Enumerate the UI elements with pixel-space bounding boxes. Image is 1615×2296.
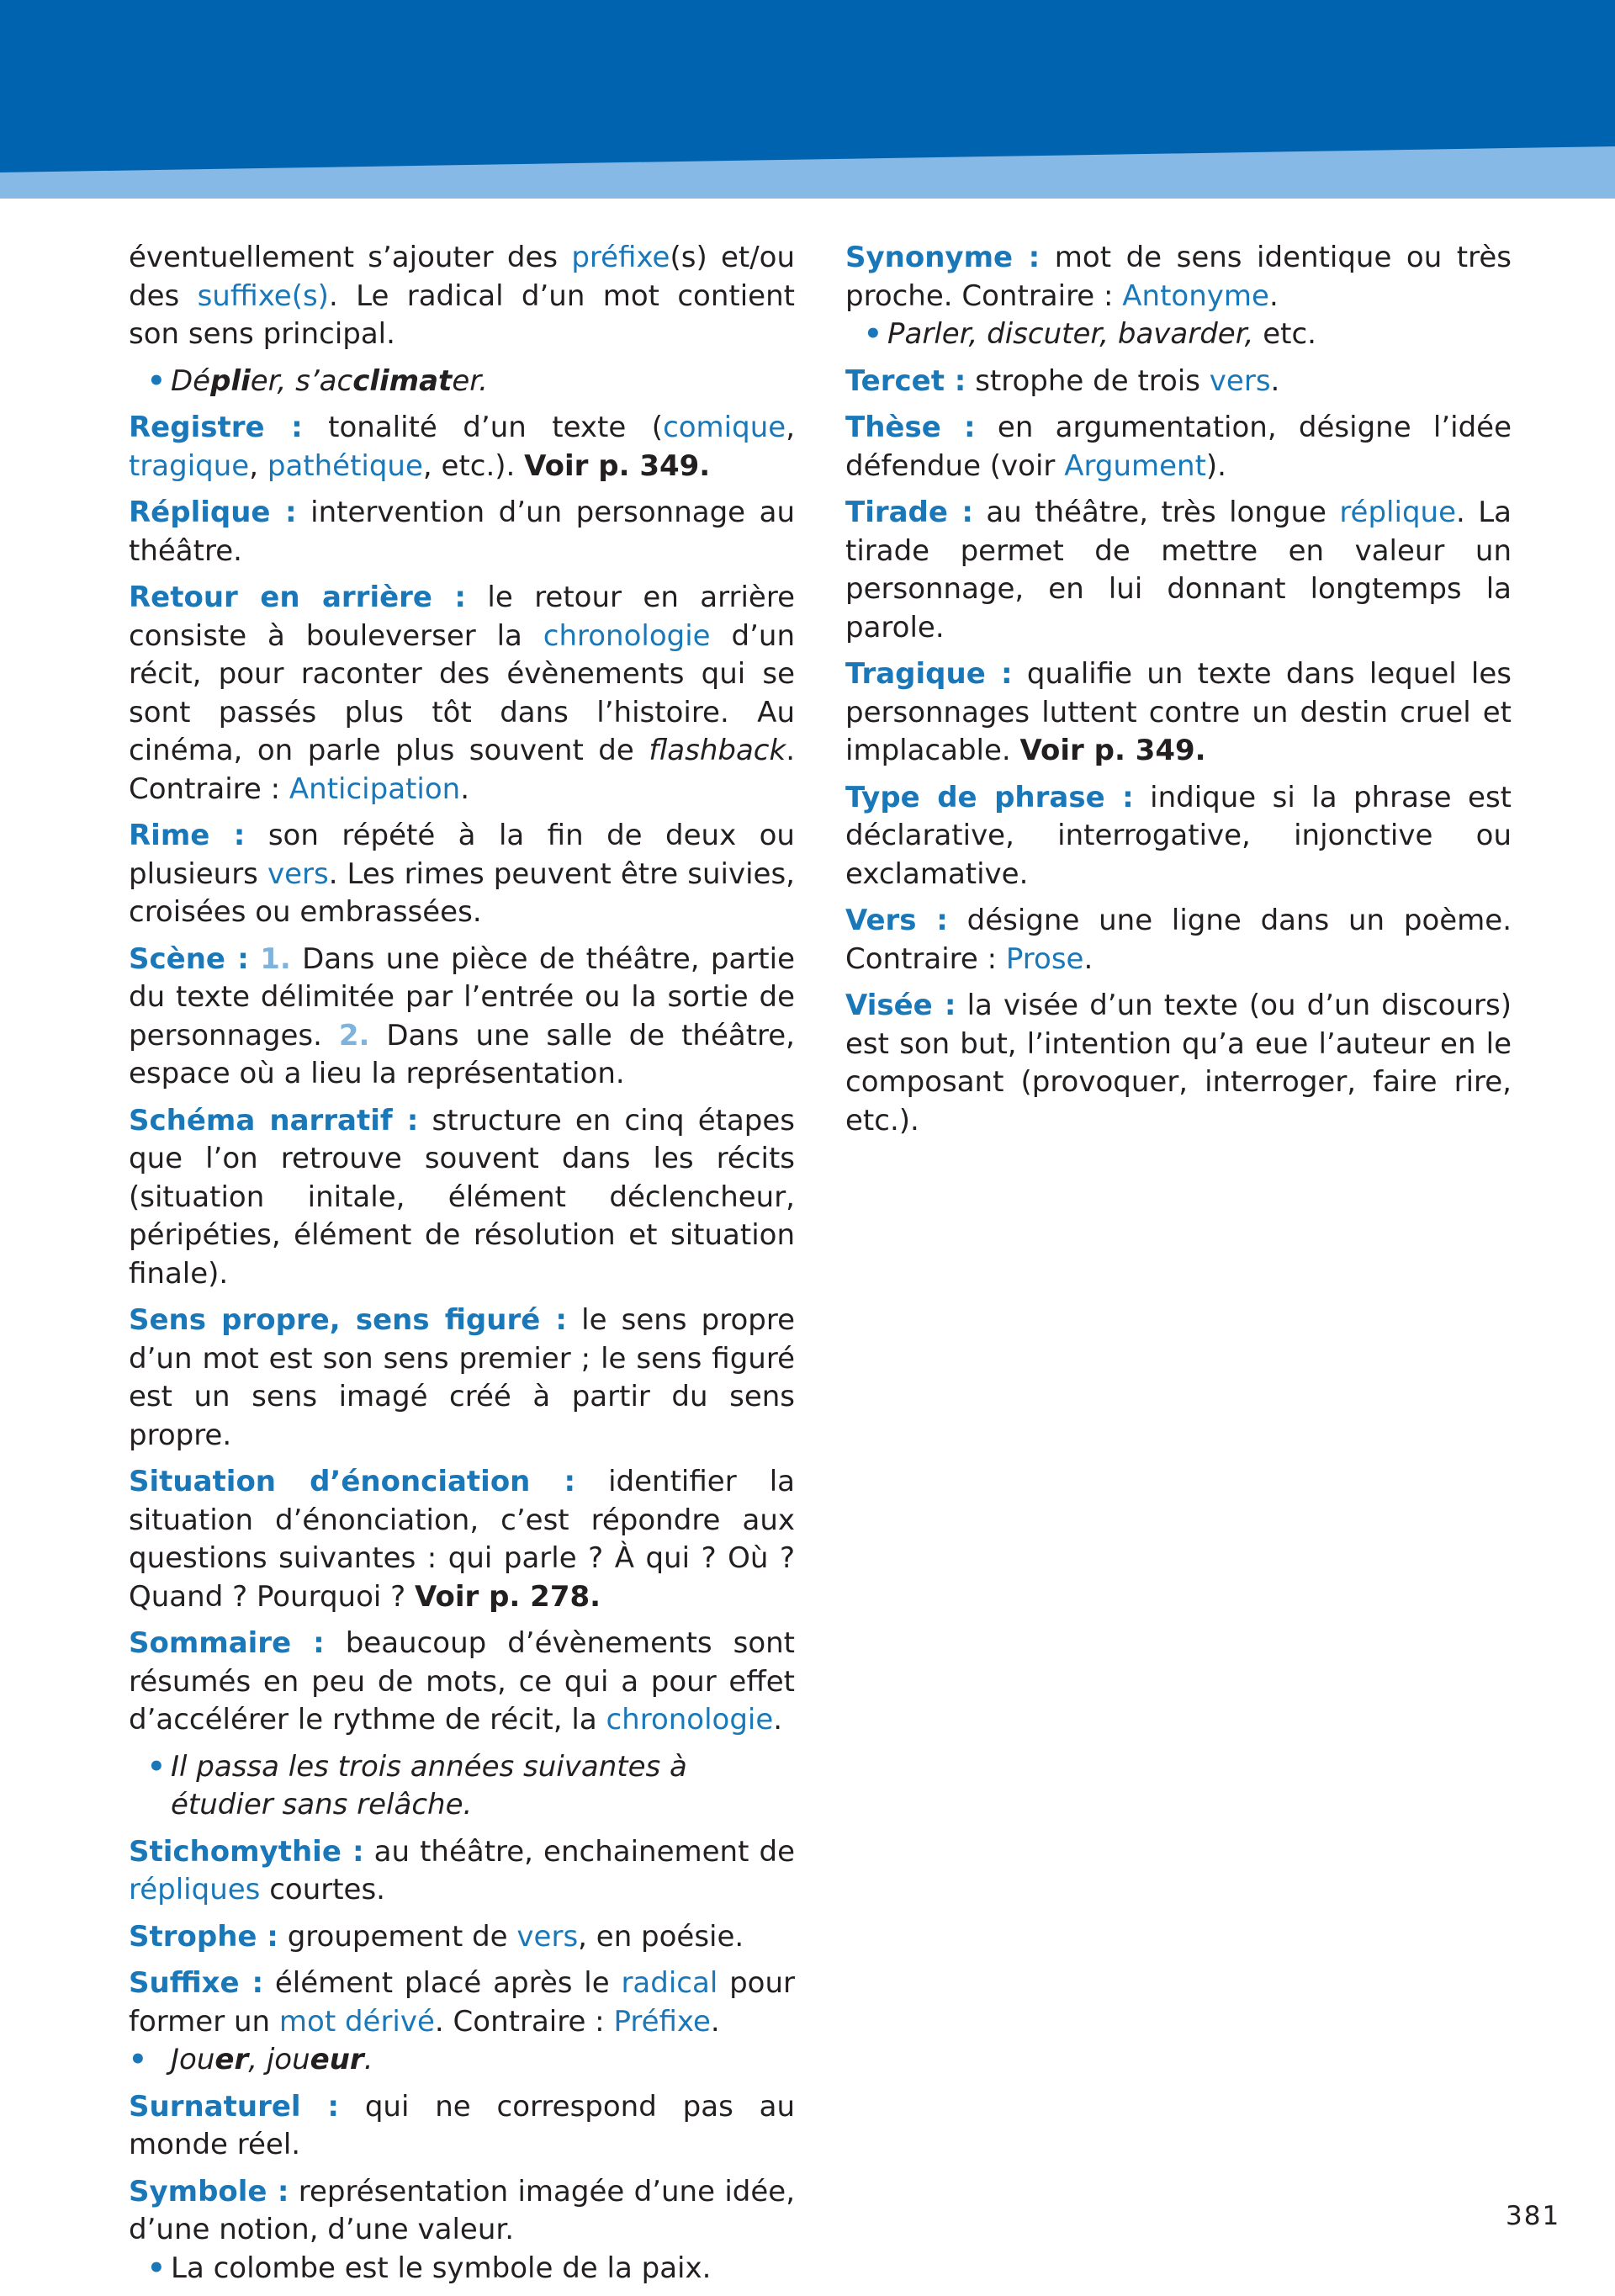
entry-sens-propre-figure: Sens propre, sens figuré : le sens propre d’un mot est son sens premier ; le sens figuré est un sens imagé créé à partir du sens propre. xyxy=(129,1303,795,1452)
entry-synonyme: Synonyme : mot de sens identique ou très proche. Contraire : Antonyme. xyxy=(845,241,1512,313)
sense-number: 1. xyxy=(260,941,291,976)
link-vers[interactable]: vers xyxy=(1209,363,1271,398)
link-repliques[interactable]: répliques xyxy=(129,1873,261,1906)
bullet-icon: • xyxy=(147,363,166,398)
entry-tragique: Tragique : qualifie un texte dans lequel les personnages luttent contre un destin cruel et implacable. Voir p. 349. xyxy=(845,657,1512,767)
term-stichomythie: Stichomythie : xyxy=(129,1834,364,1869)
entry-scene: Scène : 1. Dans une pièce de théâtre, partie du texte délimitée par l’entrée ou la sortie de personnages. 2. Dans une salle de théâtre, espace où a lieu la représentation. xyxy=(129,941,795,1090)
entry-tirade: Tirade : au théâtre, très longue réplique. La tirade permet de mettre en valeur un personnage, en lui donnant longtemps la parole. xyxy=(845,496,1512,644)
example-suffixe: • Jouer, joueur. xyxy=(129,2041,795,2080)
term-tirade: Tirade : xyxy=(845,496,973,529)
page-number: 381 xyxy=(1506,2201,1561,2231)
link-antonyme[interactable]: Antonyme xyxy=(1122,278,1269,313)
entry-strophe: Strophe : groupement de vers, en poésie. xyxy=(129,1919,744,1954)
example-radical: • Déplier, s’acclimater. xyxy=(129,363,795,401)
entry-radical-continuation: éventuellement s’ajouter des préfixe(s) et/ou des suffixe(s). Le radical d’un mot contient son sens principal. xyxy=(129,241,795,351)
entry-stichomythie: Stichomythie : au théâtre, enchainement de répliques courtes. xyxy=(129,1834,795,1906)
term-type-de-phrase: Type de phrase : xyxy=(845,780,1134,814)
entry-visee: Visée : la visée d’un texte (ou d’un discours) est son but, l’intention qu’a eue l’auteur en le composant (provoquer, interroger, faire rire, etc.). xyxy=(845,989,1512,1137)
term-rime: Rime : xyxy=(129,819,246,852)
term-replique: Réplique : xyxy=(129,496,297,529)
entry-symbole: Symbole : représentation imagée d’une idée, d’une notion, d’une valeur. xyxy=(129,2174,796,2246)
page-reference: Voir p. 349. xyxy=(524,448,711,483)
link-chronologie[interactable]: chronologie xyxy=(543,618,711,653)
term-tercet: Tercet : xyxy=(845,363,966,398)
term-these: Thèse : xyxy=(845,411,976,444)
left-column xyxy=(129,239,795,2296)
term-tragique: Tragique : xyxy=(845,657,1013,691)
right-column xyxy=(845,239,1512,1148)
term-sens-propre-figure: Sens propre, sens figuré : xyxy=(129,1303,568,1337)
entry-tercet: Tercet : strophe de trois vers. xyxy=(845,363,1280,398)
bullet-icon: • xyxy=(147,1749,166,1784)
entry-replique: Réplique : intervention d’un personnage au théâtre. xyxy=(129,496,795,568)
term-symbole: Symbole : xyxy=(129,2174,289,2209)
term-vers: Vers : xyxy=(845,904,948,937)
term-registre: Registre : xyxy=(129,411,303,444)
term-scene: Scène : xyxy=(129,941,249,976)
bullet-icon: • xyxy=(129,2043,147,2076)
link-radical[interactable]: radical xyxy=(621,1966,718,2000)
link-replique[interactable]: réplique xyxy=(1339,496,1457,529)
page-reference: Voir p. 278. xyxy=(415,1579,601,1614)
link-anticipation[interactable]: Anticipation xyxy=(289,772,461,806)
link-argument[interactable]: Argument xyxy=(1064,448,1206,483)
page-reference: Voir p. 349. xyxy=(1019,734,1206,767)
entry-these: Thèse : en argumentation, désigne l’idée défendue (voir Argument). xyxy=(845,411,1512,483)
term-suffixe: Suffixe : xyxy=(129,1966,264,2000)
header-dark-band xyxy=(0,0,1615,172)
link-comique[interactable]: comique xyxy=(663,411,786,444)
link-tragique[interactable]: tragique xyxy=(129,448,250,483)
link-prefixe[interactable]: préfixe xyxy=(571,241,670,274)
entry-situation-enonciation: Situation d’énonciation : identifier la situation d’énonciation, c’est répondre aux questions suivantes : qui parle ? À qui ? Où ? Quand ? Pourquoi ? Voir p. 278. xyxy=(129,1465,796,1614)
term-situation-enonciation: Situation d’énonciation : xyxy=(129,1465,576,1498)
entry-vers: Vers : désigne une ligne dans un poème. Contraire : Prose. xyxy=(845,904,1512,976)
example-synonyme: • Parler, discuter, bavarder, etc. xyxy=(845,316,1512,354)
entry-type-de-phrase: Type de phrase : indique si la phrase est déclarative, interrogative, injonctive ou exclamative. xyxy=(845,780,1512,891)
bullet-icon: • xyxy=(864,317,882,351)
example-sommaire: • Il passa les trois années suivantes à étudier sans relâche. xyxy=(147,1749,687,1821)
entry-registre: Registre : tonalité d’un texte (comique, tragique, pathétique, etc.). Voir p. 349. xyxy=(129,411,795,483)
link-vers[interactable]: vers xyxy=(267,856,329,891)
entry-schema-narratif: Schéma narratif : structure en cinq étapes que l’on retrouve souvent dans les récits (situation initale, élément déclencheur, péripéties, élément de résolution et situation finale). xyxy=(129,1103,796,1291)
bullet-icon: • xyxy=(147,2251,166,2285)
link-chronologie[interactable]: chronologie xyxy=(606,1703,774,1737)
example-symbole: • La colombe est le symbole de la paix. xyxy=(129,2250,795,2288)
term-visee: Visée : xyxy=(845,989,956,1022)
term-schema-narratif: Schéma narratif : xyxy=(129,1103,419,1137)
term-sommaire: Sommaire : xyxy=(129,1626,325,1660)
term-retour-en-arriere: Retour en arrière : xyxy=(129,581,467,614)
link-pathetique[interactable]: pathétique xyxy=(267,448,423,483)
sense-number: 2. xyxy=(338,1018,370,1053)
entry-retour-en-arriere: Retour en arrière : le retour en arrière consiste à bouleverser la chronologie d’un récit, pour raconter des évènements qui se sont passés plus tôt dans l’histoire. Au cinéma, on parle plus souvent de flashback. Contraire : Anticipation. xyxy=(129,581,795,806)
link-prefixe[interactable]: Préfixe xyxy=(613,2004,711,2039)
entry-suffixe: Suffixe : élément placé après le radical pour former un mot dérivé. Contraire : Préfixe. xyxy=(129,1966,796,2039)
term-strophe: Strophe : xyxy=(129,1919,278,1954)
link-mot-derive[interactable]: mot dérivé xyxy=(278,2004,435,2039)
term-synonyme: Synonyme : xyxy=(845,241,1040,274)
header-band xyxy=(0,0,1615,199)
link-prose[interactable]: Prose xyxy=(1005,941,1084,976)
entry-sommaire: Sommaire : beaucoup d’évènements sont résumés en peu de mots, ce qui a pour effet d’accélérer le rythme de récit, la chronologie. xyxy=(129,1626,795,1737)
entry-surnaturel: Surnaturel : qui ne correspond pas au monde réel. xyxy=(129,2089,795,2161)
entry-rime: Rime : son répété à la fin de deux ou plusieurs vers. Les rimes peuvent être suivies, croisées ou embrassées. xyxy=(129,819,795,929)
link-suffixe[interactable]: suffixe(s) xyxy=(197,278,329,313)
link-vers[interactable]: vers xyxy=(516,1919,579,1954)
term-surnaturel: Surnaturel : xyxy=(129,2089,340,2124)
